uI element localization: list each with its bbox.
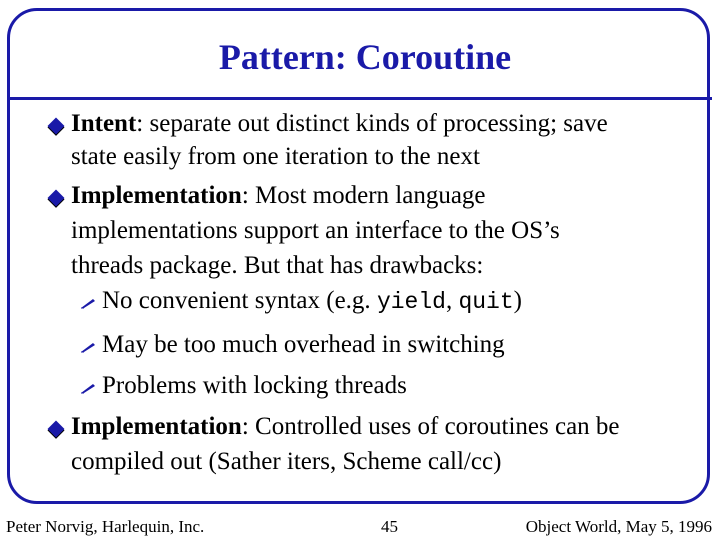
code-quit: quit — [458, 289, 514, 315]
bullet-2-head: Implementation — [71, 182, 242, 209]
bullet-1-head: Intent — [71, 110, 137, 137]
footer-author: Peter Norvig, Harlequin, Inc. — [6, 517, 205, 536]
bullet-2-line-1 — [71, 181, 486, 211]
subitem-1 — [102, 286, 522, 317]
diamond-bullet-icon — [48, 118, 65, 135]
slide-title: Pattern: Coroutine — [218, 37, 512, 77]
pen-nib-icon — [80, 382, 96, 394]
subitem-2: May be too much overhead in switching — [102, 331, 505, 358]
footer-page-number: 45 — [381, 517, 398, 536]
bullet-2-line-3: threads package. But that has drawbacks: — [71, 252, 484, 279]
bullet-1-line-1 — [71, 109, 608, 139]
bullet-2-line-2: implementations support an interface to the OS’s — [71, 217, 560, 244]
bullet-2-text: : Most modern language — [241, 182, 486, 209]
subitem-3: Problems with locking threads — [102, 372, 407, 399]
bullet-3-head: Implementation — [71, 413, 242, 440]
subitem-1-pre: No convenient syntax (e.g. — [102, 287, 377, 314]
bullet-3-text: : Controlled uses of coroutines can be — [241, 413, 620, 440]
code-yield: yield — [376, 289, 446, 315]
bullet-1-text: : separate out distinct kinds of processing; save — [136, 110, 608, 137]
pen-nib-icon — [80, 297, 96, 309]
diamond-bullet-icon — [48, 421, 65, 438]
bullet-1-line-2: state easily from one iteration to the next — [71, 143, 480, 170]
diamond-bullet-icon — [48, 190, 65, 207]
subitem-1-sep: , — [445, 287, 459, 314]
pen-nib-icon — [80, 341, 96, 353]
subitem-1-post: ) — [513, 287, 522, 314]
bullet-3-line-2: compiled out (Sather iters, Scheme call/cc) — [71, 448, 502, 475]
footer-event: Object World, May 5, 1996 — [525, 517, 712, 536]
bullet-3-line-1 — [71, 412, 620, 442]
